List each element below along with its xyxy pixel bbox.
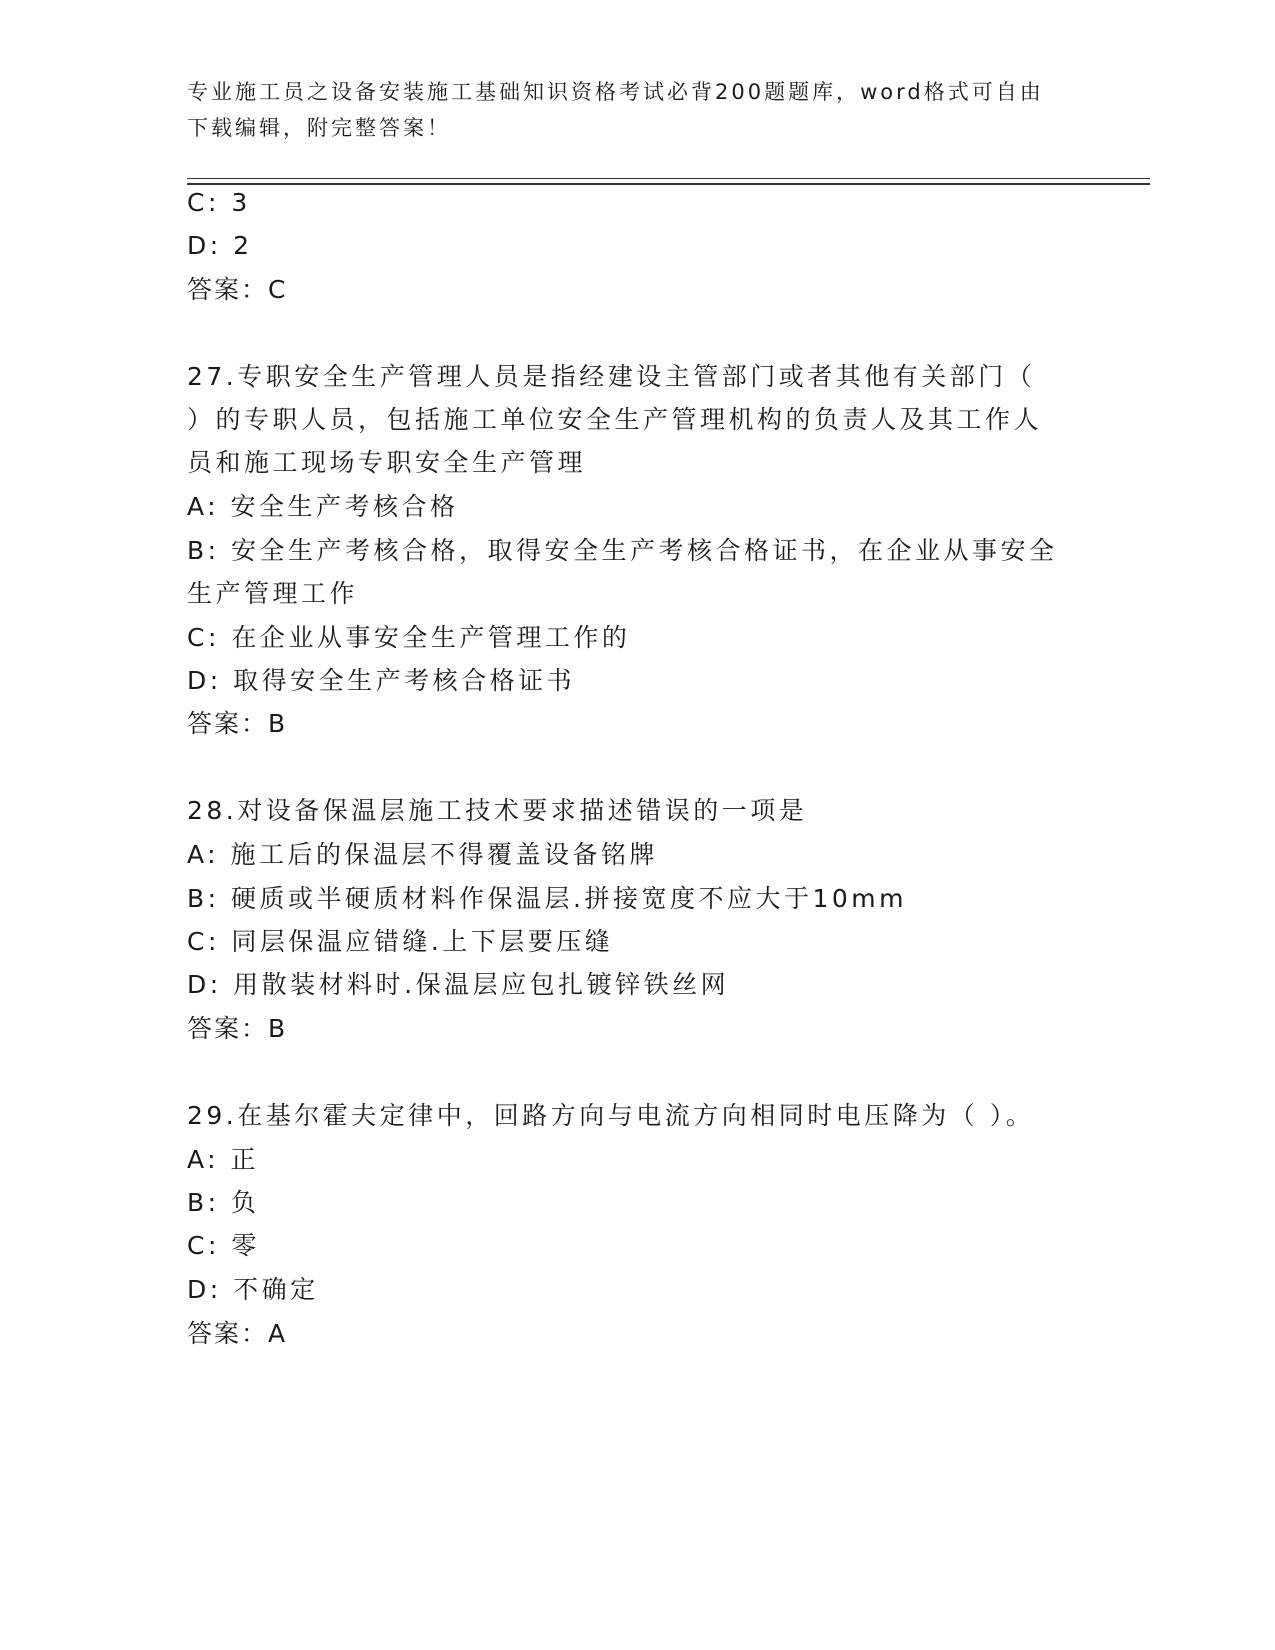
document-header: [187, 74, 1067, 146]
q28-option-b: B: 硬质或半硬质材料作保温层.拼接宽度不应大于10mm: [187, 884, 907, 913]
q27-stem-line-3: 员和施工现场专职安全生产管理: [187, 448, 587, 477]
header-divider-thin: [187, 178, 1150, 179]
q28-answer: 答案：B: [187, 1014, 288, 1043]
q29-option-d: D: 不确定: [187, 1275, 319, 1304]
q28-stem: 28.对设备保温层施工技术要求描述错误的一项是: [187, 796, 808, 825]
q28-option-a: A: 施工后的保温层不得覆盖设备铭牌: [187, 840, 659, 869]
q27-stem-line-2: ）的专职人员，包括施工单位安全生产管理机构的负责人及其工作人: [187, 405, 1043, 434]
prev-option-d: D: 2: [187, 231, 253, 260]
q29-option-c: C: 零: [187, 1231, 260, 1260]
q29-stem: 29.在基尔霍夫定律中，回路方向与电流方向相同时电压降为（ ）。: [187, 1101, 1035, 1130]
q27-stem-line-1: 27.专职安全生产管理人员是指经建设主管部门或者其他有关部门（: [187, 362, 1036, 391]
q27-option-b-line-2: 生产管理工作: [187, 579, 359, 608]
q27-option-a: A: 安全生产考核合格: [187, 492, 459, 521]
q27-answer: 答案：B: [187, 709, 288, 738]
q28-option-c: C: 同层保温应错缝.上下层要压缝: [187, 927, 614, 956]
q28-option-d: D: 用散装材料时.保温层应包扎镀锌铁丝网: [187, 970, 730, 999]
prev-answer: 答案：C: [187, 275, 288, 304]
prev-option-c: C: 3: [187, 188, 251, 217]
q29-option-a: A: 正: [187, 1145, 260, 1174]
q27-option-d: D: 取得安全生产考核合格证书: [187, 666, 576, 695]
header-line-1: 专业施工员之设备安装施工基础知识资格考试必背200题题库，word格式可自由: [187, 80, 1044, 104]
q29-answer: 答案：A: [187, 1319, 288, 1348]
header-line-2: 下载编辑，附完整答案！: [187, 116, 451, 140]
q27-option-c: C: 在企业从事安全生产管理工作的: [187, 623, 631, 652]
q27-option-b-line-1: B: 安全生产考核合格，取得安全生产考核合格证书，在企业从事安全: [187, 536, 1058, 565]
q29-option-b: B: 负: [187, 1188, 260, 1217]
header-divider-thick: [187, 183, 1150, 185]
